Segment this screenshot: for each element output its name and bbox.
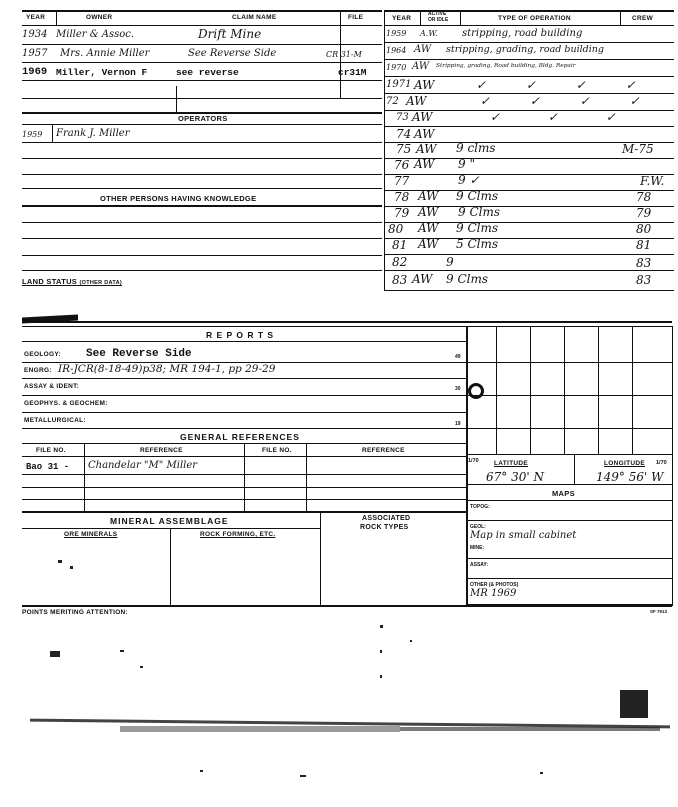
ref-reference-header-2: REFERENCE (362, 447, 405, 454)
activity-row-status: A.W. (420, 29, 438, 38)
activity-row-year: 72 (386, 96, 399, 107)
activity-row-status: AW (414, 157, 435, 171)
activity-row-year: 81 (392, 238, 408, 252)
activity-row-operation: ✓ ✓ ✓ ✓ (480, 94, 658, 108)
activity-row-status: AW (416, 142, 437, 156)
activity-row-year: 82 (392, 255, 408, 269)
rock-forming-header: ROCK FORMING, ETC. (200, 531, 276, 538)
activity-row-status: AW (418, 205, 439, 219)
claim-name-header: CLAIM NAME (232, 14, 277, 21)
activity-row-status: AW (418, 237, 439, 251)
activity-row-crew: 79 (636, 206, 652, 220)
activity-row-operation: 9 " (458, 157, 475, 171)
activity-row-year: 1964 (386, 46, 407, 55)
activity-row-operation: stripping, road building (462, 28, 583, 39)
ref-file-no-header-2: FILE NO. (262, 447, 292, 454)
activity-row-operation: 9 Clms (456, 221, 499, 235)
activity-row-year: 1971 (386, 79, 412, 90)
assay-num: 30 (455, 386, 461, 392)
geol-value: Map in small cabinet (470, 530, 577, 541)
activity-row-operation: 9 Clms (456, 189, 499, 203)
activity-row-status: AW (412, 272, 433, 286)
geol-label: GEOL: (470, 524, 486, 530)
activity-row-operation: 9 (446, 255, 454, 269)
ref-row-reference: Chandelar "M" Miller (88, 460, 198, 471)
mineral-assemblage-title: MINERAL ASSEMBLAGE (110, 516, 229, 526)
activity-row-operation: ✓ ✓ ✓ ✓ (476, 78, 654, 92)
form-number: SF 7913 (650, 609, 668, 614)
geophys-label: GEOPHYS. & GEOCHEM: (24, 400, 108, 407)
claim-row-name: see reverse (176, 67, 239, 78)
claim-owner-header: OWNER (86, 14, 113, 21)
geology-value: See Reverse Side (86, 348, 192, 360)
claim-row-name: Drift Mine (198, 27, 262, 41)
land-status-subtitle: (OTHER DATA) (79, 280, 122, 286)
longitude-label: LONGITUDE (604, 460, 645, 467)
activity-row-status: AW (418, 221, 439, 235)
ref-reference-header: REFERENCE (140, 447, 183, 454)
topog-label: TOPOG: (470, 504, 490, 510)
activity-row-crew: 80 (636, 222, 652, 236)
activity-row-operation: 5 Clms (456, 237, 499, 251)
ore-minerals-header: ORE MINERALS (64, 531, 118, 538)
activity-row-year: 76 (394, 158, 410, 172)
claim-row-year: 1957 (22, 48, 48, 59)
claim-row-file: cr31M (338, 67, 367, 78)
points-title: POINTS MERITING ATTENTION: (22, 609, 129, 616)
ref-file-no-header: FILE NO. (36, 447, 66, 454)
latitude-label: LATITUDE (494, 460, 529, 467)
activity-row-operation: 9 Clms (458, 205, 501, 219)
activity-row-year: 75 (396, 142, 412, 156)
activity-idle-header: OR IDLE (428, 17, 449, 23)
latitude-corner: 1/70 (468, 458, 479, 464)
geology-num: 49 (455, 354, 461, 360)
associated-rock-title-1: ASSOCIATED (362, 515, 411, 522)
claim-row-owner: Miller & Assoc. (56, 29, 135, 40)
latitude-value: 67° 30' N (486, 470, 544, 484)
operator-name: Frank J. Miller (56, 128, 130, 139)
activity-row-operation: ✓ ✓ ✓ (490, 110, 638, 124)
claim-row-file: CR 31-M (326, 50, 362, 59)
operators-title: OPERATORS (178, 114, 228, 123)
claim-year-header: YEAR (26, 14, 46, 21)
activity-row-year: 77 (394, 174, 410, 188)
geology-label: GEOLOGY: (24, 351, 61, 358)
longitude-value: 149° 56' W (596, 470, 664, 484)
activity-row-status: AW (414, 127, 435, 141)
activity-row-year: 79 (394, 206, 410, 220)
longitude-corner: 1/70 (656, 460, 667, 466)
claim-row-year: 1934 (22, 29, 48, 40)
maps-title: MAPS (552, 489, 575, 498)
operator-year: 1959 (22, 130, 43, 139)
claim-row-owner: Miller, Vernon F (56, 67, 148, 78)
maps-other-value: MR 1969 (470, 588, 517, 599)
activity-active-header: ACTIVE (428, 11, 447, 17)
metallurgical-num: 19 (455, 421, 461, 427)
engrg-value: IR-JCR(8-18-49)p38; MR 194-1, pp 29-29 (58, 363, 276, 375)
mine-label: MINE: (470, 545, 485, 551)
activity-row-status: AW (406, 94, 427, 108)
maps-other-label: OTHER (& PHOTOS) (470, 582, 519, 588)
activity-row-crew: 83 (636, 273, 652, 287)
activity-row-year: 78 (394, 190, 410, 204)
claim-row-year: 1969 (22, 66, 48, 78)
ref-row-file: Bao 31 - (26, 462, 70, 472)
activity-row-status: AW (412, 61, 430, 72)
claim-row-name: See Reverse Side (188, 48, 277, 59)
activity-row-status: AW (418, 189, 439, 203)
activity-row-crew: 83 (636, 256, 652, 270)
associated-rock-title-2: ROCK TYPES (360, 524, 409, 531)
claim-row-owner: Mrs. Annie Miller (60, 48, 150, 59)
activity-row-year: 1959 (386, 29, 407, 38)
activity-operation-header: TYPE OF OPERATION (498, 15, 571, 22)
activity-row-status: AW (412, 110, 433, 124)
maps-assay-label: ASSAY: (470, 562, 489, 568)
activity-row-status: AW (414, 78, 435, 92)
other-persons-title: OTHER PERSONS HAVING KNOWLEDGE (100, 194, 257, 203)
activity-row-operation: 9 clms (456, 141, 496, 155)
activity-year-header: YEAR (392, 15, 412, 22)
activity-row-status: AW (414, 44, 432, 55)
activity-row-crew: M-75 (622, 142, 654, 156)
claim-file-header: FILE (348, 14, 364, 21)
activity-row-year: 1970 (386, 63, 407, 72)
reports-title: R E P O R T S (206, 330, 275, 340)
activity-row-crew: 78 (636, 190, 652, 204)
activity-row-year: 74 (396, 127, 412, 141)
metallurgical-label: METALLURGICAL: (24, 417, 86, 424)
land-status-title: LAND STATUS (OTHER DATA) (22, 277, 122, 286)
activity-row-operation: 9 Clms (446, 272, 489, 286)
activity-row-operation: Stripping, grading, Road building, Bldg. Repair (436, 63, 576, 69)
activity-row-operation: 9 ✓ (458, 173, 480, 187)
punch-hole-icon (468, 383, 484, 399)
activity-row-crew: 81 (636, 238, 652, 252)
assay-label: ASSAY & IDENT: (24, 383, 80, 390)
general-references-title: GENERAL REFERENCES (180, 432, 300, 442)
activity-crew-header: CREW (632, 15, 654, 22)
activity-row-operation: stripping, grading, road building (446, 44, 604, 55)
activity-row-year: 73 (396, 112, 409, 123)
activity-row-year: 80 (388, 222, 404, 236)
engrg-label: ENGRG: (24, 367, 52, 374)
activity-row-year: 83 (392, 273, 408, 287)
activity-row-crew: F.W. (640, 174, 665, 188)
